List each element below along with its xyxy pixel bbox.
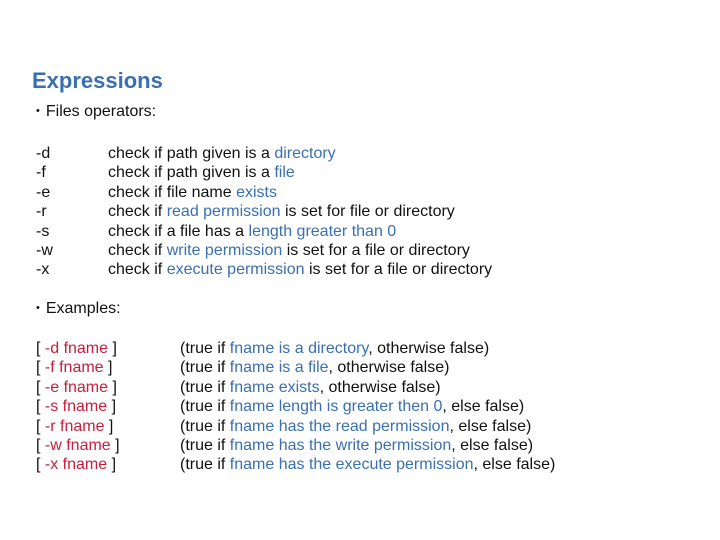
examples-heading: Examples:: [45, 300, 121, 317]
description-text: check if file name: [108, 183, 237, 201]
files-operators-bullet: [36, 103, 156, 121]
operator-flag: [36, 163, 53, 182]
example-text: , otherwise false): [328, 359, 450, 377]
bracket-close: ]: [108, 378, 117, 396]
example-fname: fname: [229, 340, 275, 357]
test-expression: -s fname: [44, 398, 108, 416]
test-expression: -f fname: [44, 359, 104, 377]
bracket-open: [: [36, 340, 45, 357]
operator-flag: [36, 260, 53, 279]
bullet-marker: •: [36, 105, 40, 117]
operator-flag: [36, 183, 53, 202]
bracket-close: ]: [103, 359, 113, 377]
test-expression: -d fname: [44, 340, 109, 357]
example-text: (true if: [180, 340, 230, 357]
operator-flag: [36, 202, 53, 221]
description-text: check if path given is a: [108, 164, 275, 182]
example-description: [180, 417, 555, 436]
operator-description: [108, 241, 492, 260]
operator-flag-text: -s: [36, 222, 50, 240]
description-text: check if: [108, 203, 167, 221]
files-operators-heading: Files operators:: [45, 103, 157, 120]
test-expression: -x fname: [44, 456, 108, 474]
operator-description: [108, 183, 492, 202]
example-description: [180, 397, 555, 416]
example-fname: fname: [229, 359, 275, 377]
bracket-close: ]: [110, 436, 120, 454]
operator-flag-text: -x: [36, 261, 50, 279]
example-test: [36, 378, 120, 397]
operator-flag: [36, 144, 53, 163]
operator-description: [108, 163, 492, 182]
example-text: (true if: [180, 378, 230, 396]
example-highlight: has the write permission: [278, 436, 452, 454]
example-description: [180, 358, 555, 377]
example-test: [36, 339, 120, 358]
test-expression: -w fname: [44, 436, 111, 454]
test-expression: -e fname: [44, 378, 109, 396]
bracket-close: ]: [108, 340, 117, 357]
example-text: (true if: [180, 456, 230, 474]
bracket-open: [: [36, 398, 45, 416]
operator-flag-text: -e: [36, 183, 51, 201]
description-highlight: read permission: [166, 203, 281, 221]
bracket-open: [: [36, 456, 45, 474]
slide-title: Expressions: [32, 68, 163, 93]
operator-flag-text: -d: [36, 145, 51, 162]
example-description: [180, 455, 555, 474]
description-highlight: execute permission: [166, 261, 305, 279]
example-text: , else false): [451, 436, 534, 454]
bracket-open: [: [36, 436, 45, 454]
example-fname: fname: [229, 456, 275, 474]
example-description: [180, 436, 555, 455]
bracket-open: [: [36, 359, 45, 377]
operator-description: [108, 202, 492, 221]
operator-flag-text: -w: [36, 241, 53, 259]
example-highlight: length is greater then 0: [278, 398, 443, 416]
example-highlight: exists: [278, 378, 320, 396]
description-highlight: length greater than 0: [248, 222, 397, 240]
description-text: check if a file has a: [108, 222, 249, 240]
example-text: (true if: [180, 398, 230, 416]
description-text: is set for a file or directory: [282, 241, 470, 259]
example-test: [36, 397, 120, 416]
example-test: [36, 436, 120, 455]
example-test: [36, 455, 120, 474]
example-descriptions-column: [180, 339, 555, 475]
description-highlight: write permission: [166, 241, 283, 259]
example-test: [36, 417, 120, 436]
example-description: [180, 378, 555, 397]
operator-flag-text: -r: [36, 203, 47, 221]
operator-description: [108, 260, 492, 279]
bracket-close: ]: [104, 417, 114, 435]
examples-bullet: [36, 300, 121, 318]
example-fname: fname: [229, 417, 275, 435]
operator-description: [108, 144, 492, 163]
description-text: is set for a file or directory: [304, 261, 493, 279]
example-fname: fname: [229, 436, 275, 454]
example-text: (true if: [180, 417, 230, 435]
example-test: [36, 358, 120, 377]
example-text: , else false): [449, 417, 532, 435]
example-highlight: has the execute permission: [278, 456, 474, 474]
description-highlight: file: [274, 164, 295, 182]
test-expression: -r fname: [44, 417, 105, 435]
description-text: check if path given is a: [108, 145, 275, 162]
operator-description: [108, 222, 492, 241]
bracket-close: ]: [107, 456, 117, 474]
bracket-close: ]: [107, 398, 117, 416]
description-text: check if: [108, 241, 167, 259]
example-text: , otherwise false): [319, 378, 441, 396]
example-description: [180, 339, 555, 358]
example-fname: fname: [229, 378, 275, 396]
description-highlight: directory: [274, 145, 336, 162]
example-tests-column: [36, 339, 120, 475]
example-text: , otherwise false): [368, 340, 490, 357]
example-text: (true if: [180, 436, 230, 454]
operator-descriptions-column: [108, 144, 492, 280]
description-text: is set for file or directory: [280, 203, 455, 221]
bullet-marker: •: [36, 302, 40, 314]
example-text: , else false): [473, 456, 556, 474]
example-fname: fname: [229, 398, 275, 416]
operator-flag: [36, 222, 53, 241]
description-text: check if: [108, 261, 167, 279]
bracket-open: [: [36, 417, 45, 435]
operator-flags-column: [36, 144, 53, 280]
example-text: , else false): [442, 398, 525, 416]
example-highlight: is a file: [278, 359, 329, 377]
bracket-open: [: [36, 378, 45, 396]
operator-flag: [36, 241, 53, 260]
description-highlight: exists: [236, 183, 277, 201]
operator-flag-text: -f: [36, 164, 46, 182]
example-highlight: has the read permission: [278, 417, 450, 435]
example-text: (true if: [180, 359, 230, 377]
example-highlight: is a directory: [278, 340, 369, 357]
